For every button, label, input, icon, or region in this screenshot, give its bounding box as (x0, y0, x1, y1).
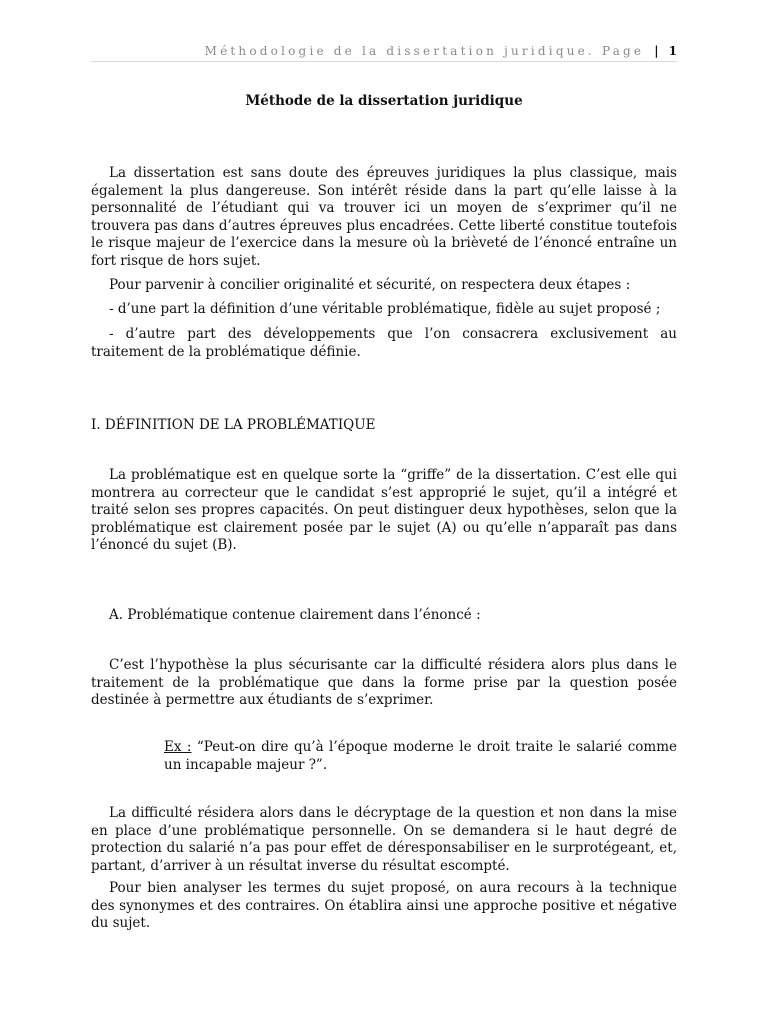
document-title: Méthode de la dissertation juridique (245, 93, 523, 109)
intro-paragraph-2: Pour parvenir à concilier originalité et sécurité, on respectera deux étapes : (109, 277, 631, 293)
example-label: Ex : (164, 739, 192, 755)
intro-list-item-1: - d’une part la définition d’une véritable problématique, fidèle au sujet proposé ; (109, 301, 661, 317)
example-block (164, 739, 677, 774)
header-rule (91, 61, 677, 62)
intro-list-item-2: - d’autre part des développements que l’on consacrera exclusivement au traitement de la problématique définie. (91, 326, 677, 360)
page-number: 1 (668, 44, 677, 58)
subsectionA-paragraph-3: Pour bien analyser les termes du sujet proposé, on aura recours à la technique des synonymes et des contraires. On établira ainsi une approche positive et négative du sujet. (91, 880, 677, 932)
example-text: “Peut-on dire qu’à l’époque moderne le droit traite le salarié comme un incapable majeur ?”. (164, 739, 677, 773)
section1-paragraph: La problématique est en quelque sorte la “griffe” de la dissertation. C’est elle qui montrera au correcteur que le candidat s’est approprié le sujet, qu’il a intégré et traité selon ses propres capacités. On peut distinguer deux hypothèses, selon que la problématique est clairement posée par le sujet (A) ou qu’elle n’apparaît pas dans l’énoncé du sujet (B). (91, 467, 677, 554)
header-separator: | (654, 44, 659, 58)
intro-paragraph-1: La dissertation est sans doute des épreuves juridiques la plus classique, mais également la plus dangereuse. Son intérêt réside dans la part qu’elle laisse à la personnalité de l’étudiant qui va trouver ici un moyen de s’exprimer qu’il ne trouvera pas dans d’autres épreuves plus encadrées. Cette liberté constitue toutefois le risque majeur de l’exercice dans la mesure où la brièveté de l’énoncé entraîne un fort risque de hors sujet. (91, 165, 677, 269)
section-heading-1: I. DÉFINITION DE LA PROBLÉMATIQUE (91, 417, 376, 433)
subsectionA-paragraph-2: La difficulté résidera alors dans le décryptage de la question et non dans la mise en place d’une problématique personnelle. On se demandera si le haut degré de protection du salarié n’a pas pour effet de déresponsabiliser en le surprotégeant, et, partant, d’arriver à un résultat inverse du résultat escompté. (91, 805, 677, 874)
subsection-heading-a: A. Problématique contenue clairement dans l’énoncé : (109, 607, 481, 623)
subsectionA-paragraph-1: C’est l’hypothèse la plus sécurisante car la difficulté résidera alors plus dans le traitement de la problématique que dans la forme prise par la question posée destinée à permettre aux étudiants de s’exprimer. (91, 657, 677, 709)
running-header (205, 44, 677, 58)
running-title: Méthodologie de la dissertation juridique. Page (204, 44, 645, 58)
